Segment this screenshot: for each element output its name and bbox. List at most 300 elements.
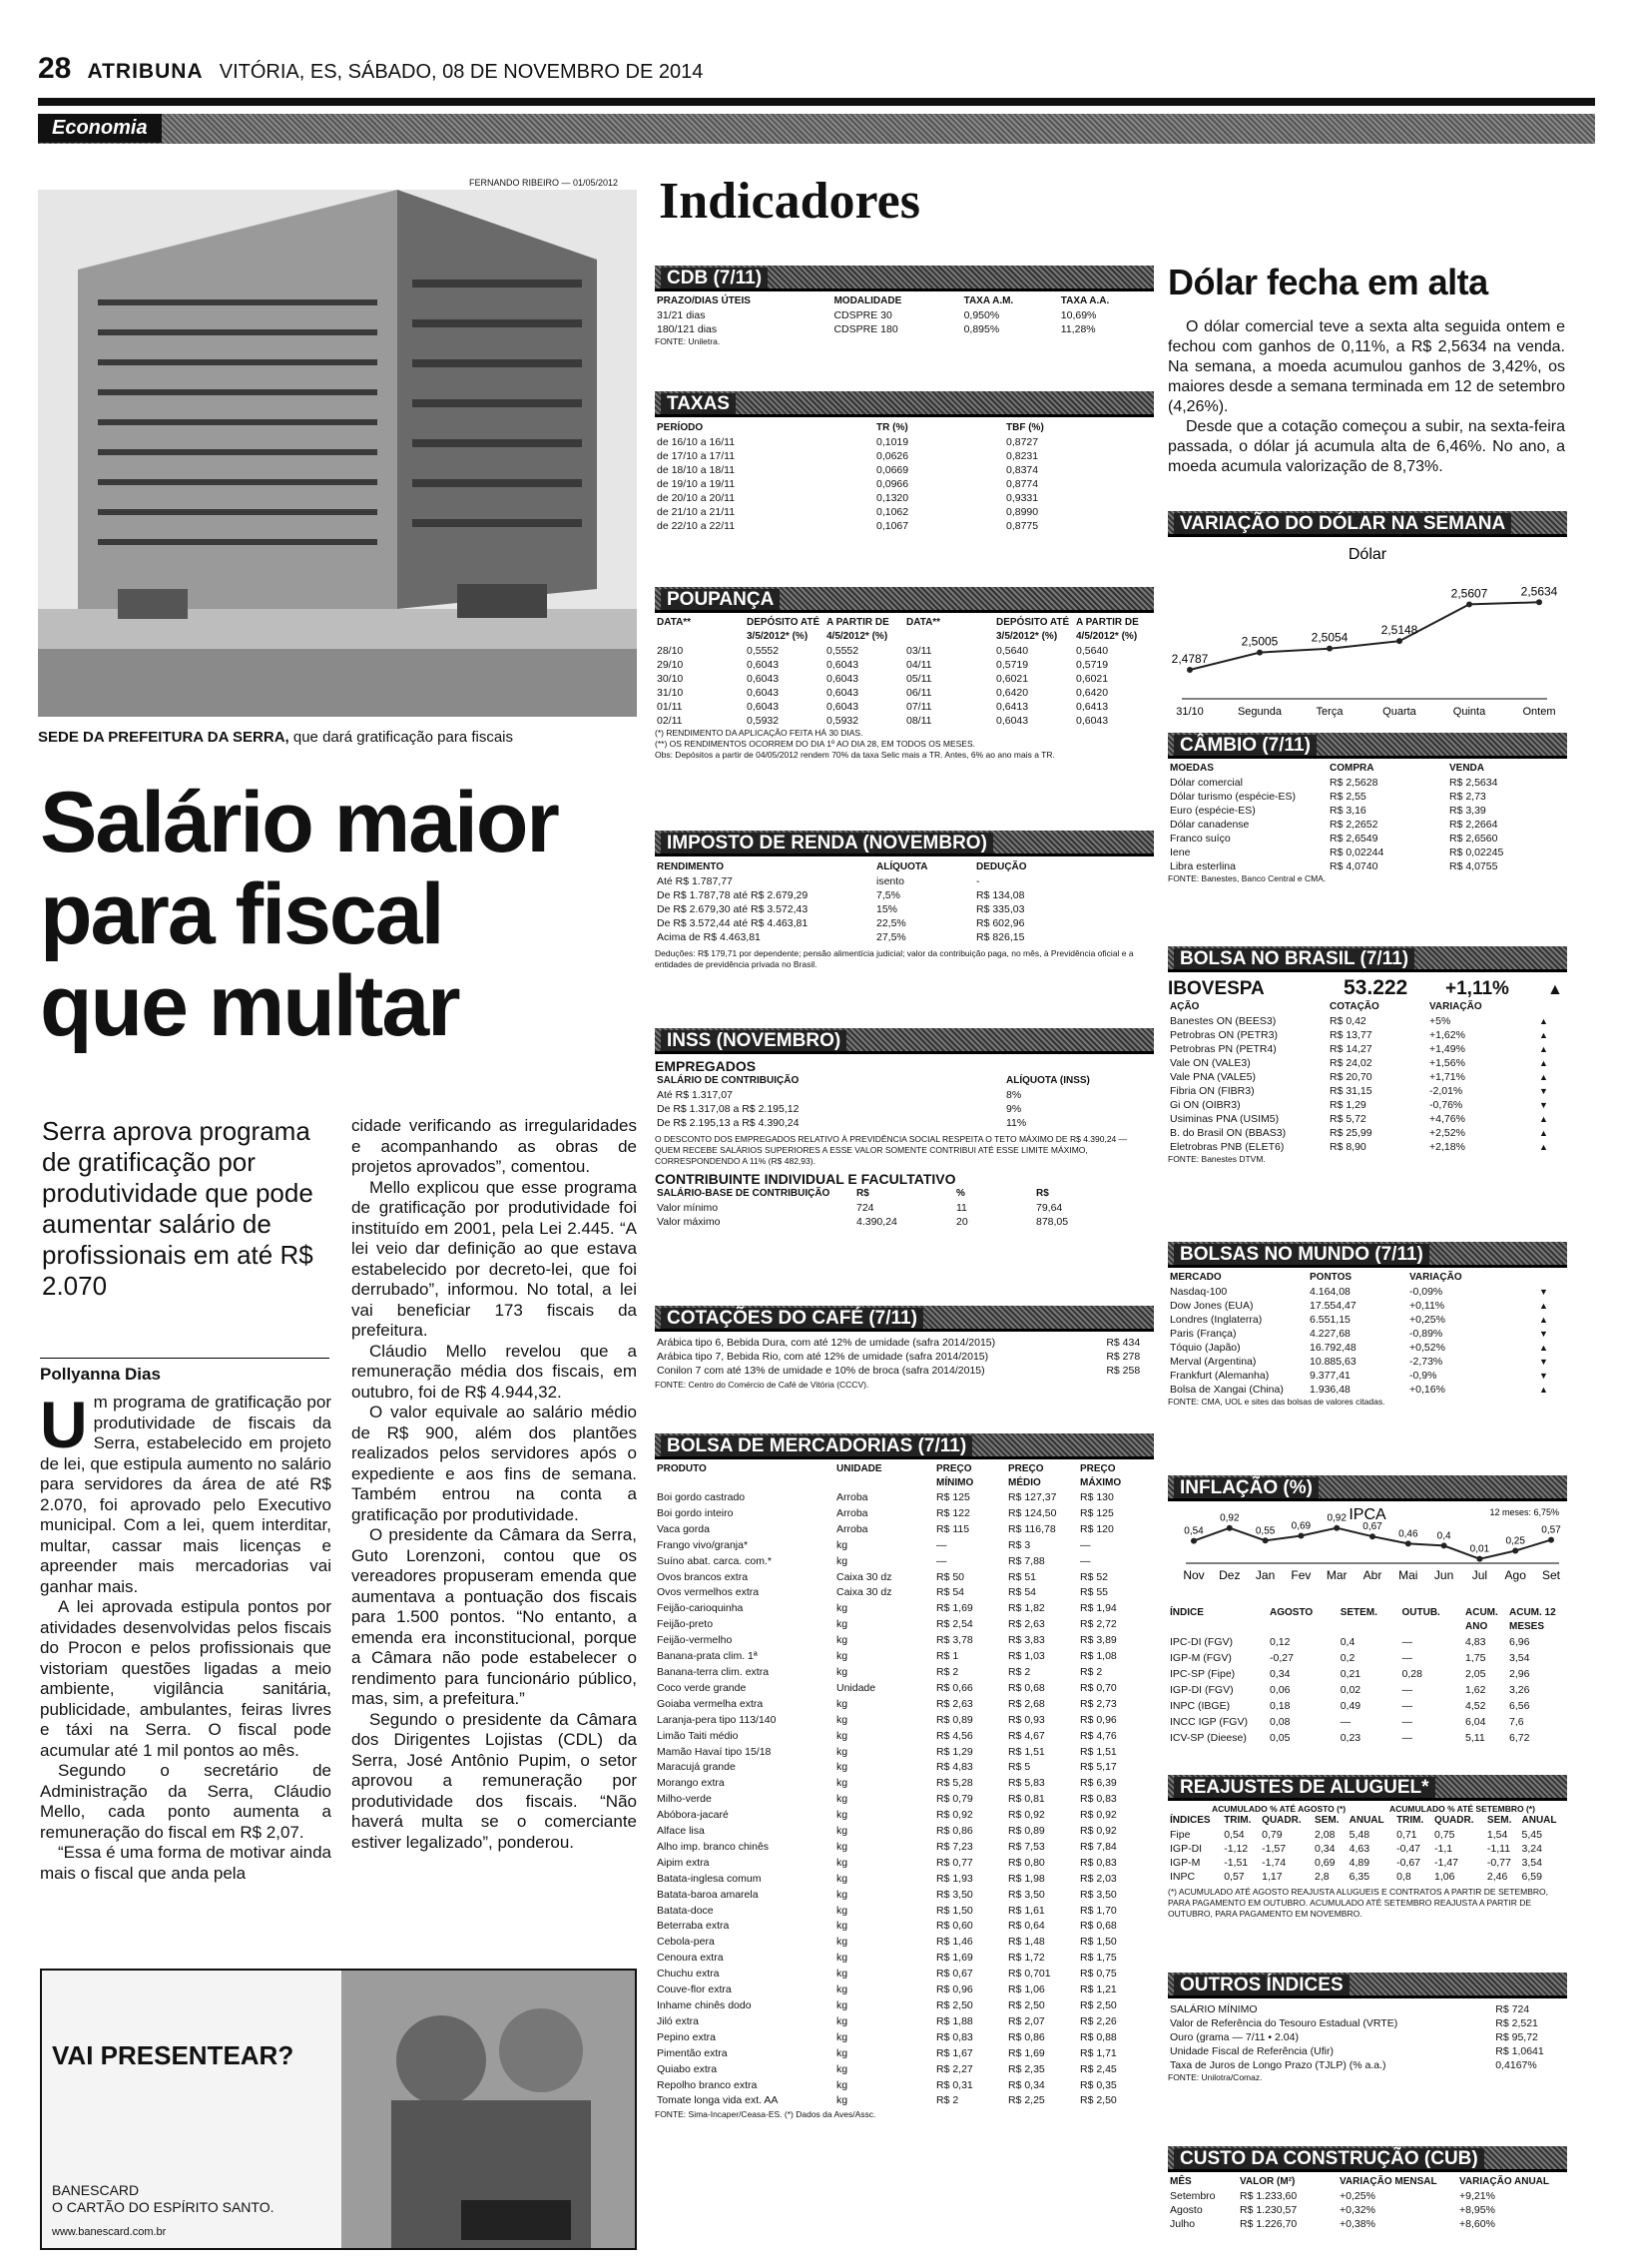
- table-cell: -1,1: [1434, 1843, 1453, 1855]
- ad-slogan: VAI PRESENTEAR?: [52, 2040, 294, 2070]
- data-label: 2,4787: [1171, 652, 1209, 667]
- column-header: PONTOS: [1310, 1272, 1353, 1283]
- inss-contribuinte: CONTRIBUINTE INDIVIDUAL E FACULTATIVO: [655, 1171, 956, 1187]
- table-cell: 31/10: [657, 687, 684, 699]
- table-header: [655, 616, 1154, 644]
- x-tick-label: Jan: [1255, 1568, 1276, 1582]
- table-row: [655, 1919, 1154, 1935]
- cub-box: [1168, 2146, 1567, 2231]
- banescard-ad: [40, 1969, 637, 2250]
- table-cell: 0,0966: [876, 478, 909, 490]
- table-cell: R$ 1,29: [936, 1745, 973, 1758]
- table-row: [1168, 2217, 1567, 2231]
- table-cell: 0,6021: [996, 673, 1029, 685]
- bolsa-br-table: [1168, 1000, 1567, 1154]
- table-cell: CDSPRE 180: [833, 323, 898, 335]
- table-row: [1168, 1730, 1567, 1746]
- table-row: [1168, 1383, 1567, 1397]
- table-cell: 0,8727: [1006, 436, 1039, 448]
- table-cell: kg: [836, 1729, 848, 1742]
- table-cell: 0,1320: [876, 492, 909, 504]
- table-cell: 0,6043: [996, 715, 1029, 727]
- table-cell: R$ 134,08: [976, 889, 1025, 901]
- column-header: ÍNDICES: [1170, 1815, 1211, 1826]
- table-cell: R$ 0,42: [1330, 1015, 1366, 1027]
- cdb-table: [655, 294, 1154, 336]
- data-label: 0,54: [1184, 1525, 1204, 1537]
- table-row: [655, 505, 1154, 519]
- table-cell: +0,11%: [1409, 1300, 1445, 1312]
- paragraph: Mello explicou que esse programa de gratificação por produtividade foi instituído em 2001, pela Lei 2.445. “A lei veio dar definição ao que estava estabelecido por decreto-lei, que foi derrubado”, informou. No total, a lei vai beneficiar 173 fiscais da prefeitura.: [351, 1177, 637, 1340]
- table-cell: 4,52: [1465, 1700, 1486, 1712]
- table-row: [1168, 776, 1567, 790]
- table-row: [655, 308, 1154, 322]
- table-cell: IGP-M: [1170, 1857, 1201, 1869]
- table-cell: Chuchu extra: [657, 1968, 720, 1981]
- table-cell: 0,5640: [1076, 645, 1109, 657]
- table-cell: -2,01%: [1429, 1085, 1463, 1097]
- table-cell: -0,09%: [1409, 1286, 1443, 1298]
- table-cell: R$ 0,92: [936, 1809, 973, 1822]
- ibovespa-variation: +1,11%: [1445, 978, 1509, 999]
- table-cell: 0,8774: [1006, 478, 1039, 490]
- table-cell: 0,49: [1340, 1700, 1361, 1712]
- table-cell: 4,89: [1349, 1857, 1370, 1869]
- table-row: [655, 1201, 1154, 1215]
- table-header: [1168, 1000, 1567, 1014]
- headline-line-3: que multar: [40, 958, 459, 1054]
- ibovespa-label: IBOVESPA: [1168, 978, 1265, 999]
- table-cell: -1,51: [1224, 1857, 1249, 1869]
- inflacao-title-text: INFLAÇÃO (%): [1174, 1477, 1319, 1498]
- inflacao-table: [1168, 1606, 1567, 1746]
- table-cell: 28/10: [657, 645, 684, 657]
- aluguel-table: [1168, 1814, 1567, 1884]
- table-row: [655, 2078, 1154, 2094]
- column-header: R$: [856, 1188, 869, 1199]
- table-cell: R$ 1,88: [936, 2014, 973, 2027]
- table-cell: R$ 1,46: [936, 1936, 973, 1949]
- column-header: SALÁRIO DE CONTRIBUIÇÃO: [657, 1075, 800, 1086]
- table-cell: —: [1401, 1684, 1412, 1696]
- table-cell: R$ 2,73: [1080, 1697, 1117, 1710]
- ir-table: [655, 860, 1154, 944]
- table-cell: 20: [956, 1216, 968, 1228]
- ipca-line-chart: [1168, 1501, 1567, 1601]
- table-cell: +0,25%: [1340, 2190, 1375, 2202]
- table-cell: 11: [956, 1202, 967, 1214]
- table-row: [1168, 1355, 1567, 1369]
- data-point: [1405, 1540, 1411, 1546]
- table-cell: +2,52%: [1429, 1127, 1465, 1139]
- table-cell: kg: [836, 1538, 848, 1551]
- column-header: PRAZO/DIAS ÚTEIS: [657, 295, 751, 306]
- column-header: VARIAÇÃO: [1429, 1001, 1482, 1012]
- table-cell: 7,5%: [876, 889, 900, 901]
- table-cell: -1,74: [1262, 1857, 1287, 1869]
- table-cell: 0,9331: [1006, 492, 1039, 504]
- dolar-chart-title-text: VARIAÇÃO DO DÓLAR NA SEMANA: [1174, 513, 1511, 534]
- table-cell: Banana-prata clim. 1ª: [657, 1650, 758, 1663]
- table-cell: Mamão Havaí tipo 15/18: [657, 1745, 772, 1758]
- column-header: ÍNDICE: [1170, 1607, 1204, 1618]
- data-point: [1396, 638, 1402, 644]
- table-cell: Ovos vermelhos extra: [657, 1586, 760, 1599]
- table-cell: 6,35: [1349, 1871, 1370, 1883]
- cambio-source: FONTE: Banestes, Banco Central e CMA.: [1168, 873, 1327, 883]
- table-cell: Batata-doce: [657, 1904, 714, 1917]
- table-cell: 0,1067: [876, 520, 909, 532]
- table-cell: 4.227,68: [1310, 1328, 1351, 1340]
- table-cell: De R$ 2.195,13 a R$ 4.390,24: [657, 1117, 800, 1129]
- table-row: [655, 1116, 1154, 1130]
- table-cell: R$ 0,79: [936, 1793, 973, 1806]
- table-header: [655, 294, 1154, 308]
- x-tick-label: 31/10: [1176, 706, 1204, 718]
- table-cell: Arroba: [836, 1506, 868, 1519]
- table-cell: R$ 1.230,57: [1240, 2204, 1298, 2216]
- table-cell: Repolho branco extra: [657, 2078, 758, 2091]
- table-row: [1168, 1084, 1567, 1098]
- data-label: 0,4: [1436, 1530, 1451, 1542]
- cafe-source: FONTE: Centro do Comércio de Café de Vitória (CCCV).: [655, 1380, 869, 1390]
- table-cell: R$ 3,50: [1008, 1888, 1045, 1901]
- dolar-chart-title: [1168, 511, 1567, 537]
- table-cell: Coco verde grande: [657, 1681, 747, 1694]
- data-point: [1227, 1525, 1233, 1531]
- data-point: [1334, 1525, 1340, 1531]
- table-cell: kg: [836, 1697, 848, 1710]
- table-cell: 1,62: [1465, 1684, 1486, 1696]
- table-cell: Alho imp. branco chinês: [657, 1840, 770, 1853]
- inss-empregados: EMPREGADOS: [655, 1058, 757, 1074]
- column-header: MÊS: [1170, 2176, 1192, 2187]
- table-cell: -1,12: [1224, 1843, 1249, 1855]
- table-cell: Dólar turismo (espécie-ES): [1170, 791, 1297, 803]
- table-cell: Frango vivo/granja*: [657, 1538, 749, 1551]
- column-header: DATA**: [657, 617, 692, 628]
- table-cell: 6,56: [1509, 1700, 1530, 1712]
- building-illustration: [38, 190, 637, 717]
- column-header: VARIAÇÃO ANUAL: [1459, 2176, 1549, 2187]
- table-cell: 30/10: [657, 673, 684, 685]
- table-cell: 4,83: [1465, 1636, 1486, 1648]
- table-cell: 0,8: [1396, 1871, 1411, 1883]
- table-cell: R$ 2,07: [1008, 2014, 1045, 2027]
- table-cell: 4.390,24: [856, 1216, 897, 1228]
- x-tick-label: Abr: [1362, 1568, 1382, 1582]
- caption-bold: SEDE DA PREFEITURA DA SERRA,: [38, 729, 289, 746]
- table-row: [655, 519, 1154, 533]
- table-cell: R$ 7,84: [1080, 1840, 1117, 1853]
- column-header: QUADR.: [1262, 1815, 1302, 1826]
- cafe-box: [655, 1306, 1154, 1391]
- table-row: [655, 1745, 1154, 1761]
- column-header: VARIAÇÃO MENSAL: [1340, 2176, 1437, 2187]
- table-cell: kg: [836, 1618, 848, 1631]
- poupanca-note: (*) RENDIMENTO DA APLICAÇÃO FEITA HÁ 30 DIAS.: [655, 728, 863, 738]
- table-cell: kg: [836, 1984, 848, 1996]
- table-row: [655, 1792, 1154, 1808]
- table-row: [655, 1888, 1154, 1904]
- arrow-up-icon: ▲: [1539, 1058, 1548, 1068]
- table-cell: Inhame chinês dodo: [657, 1999, 752, 2011]
- table-cell: Feijão-vermelho: [657, 1634, 733, 1647]
- table-cell: kg: [836, 1968, 848, 1981]
- column-header: DEPÓSITO ATÉ 3/5/2012* (%): [996, 617, 1070, 642]
- table-cell: Arroba: [836, 1522, 868, 1535]
- x-tick-label: Dez: [1219, 1568, 1241, 1582]
- table-cell: R$ 1,0641: [1495, 2045, 1544, 2057]
- table-row: [655, 902, 1154, 916]
- data-label: 0,92: [1327, 1512, 1347, 1524]
- column-header: TAXA A.A.: [1060, 295, 1110, 306]
- table-cell: 0,6043: [747, 701, 780, 713]
- data-point: [1512, 1548, 1518, 1554]
- table-cell: R$ 0,86: [936, 1825, 973, 1838]
- caption-text: que dará gratificação para fiscais: [288, 729, 513, 746]
- column-header: SEM.: [1486, 1815, 1512, 1826]
- table-header: [1168, 1271, 1567, 1285]
- table-cell: Vale ON (VALE3): [1170, 1057, 1251, 1069]
- column-header: UNIDADE: [836, 1463, 882, 1474]
- table-cell: Valor de Referência do Tesouro Estadual (VRTE): [1170, 2017, 1398, 2029]
- table-cell: Dow Jones (EUA): [1170, 1300, 1254, 1312]
- table-cell: 0,6043: [747, 687, 780, 699]
- table-row: [655, 1506, 1154, 1522]
- table-cell: R$ 0,02244: [1330, 847, 1384, 858]
- cafe-title-text: COTAÇÕES DO CAFÉ (7/11): [661, 1308, 923, 1329]
- paragraph: Desde que a cotação começou a subir, na sexta-feira passada, o dólar já acumula alta de 6,46%. No ano, a moeda acumula valorização de 8,73%.: [1168, 418, 1565, 475]
- column-header: OUTUB.: [1401, 1607, 1440, 1618]
- table-cell: Caixa 30 dz: [836, 1570, 892, 1583]
- headline: [40, 777, 639, 1052]
- table-cell: INCC IGP (FGV): [1170, 1716, 1248, 1728]
- column-header: %: [956, 1188, 965, 1199]
- table-cell: IGP-DI (FGV): [1170, 1684, 1234, 1696]
- table-row: [1168, 1714, 1567, 1730]
- table-row: [1168, 2016, 1567, 2030]
- table-cell: R$ 8,90: [1330, 1141, 1366, 1153]
- table-cell: Couve-flor extra: [657, 1984, 732, 1996]
- table-cell: R$ 1,06: [1008, 1984, 1045, 1996]
- table-cell: 0,1062: [876, 506, 909, 518]
- table-cell: 180/121 dias: [657, 323, 718, 335]
- table-cell: —: [936, 1554, 947, 1567]
- x-tick-label: Jun: [1433, 1568, 1454, 1582]
- table-cell: Suíno abat. carca. com.*: [657, 1554, 772, 1567]
- table-cell: 0,5640: [996, 645, 1029, 657]
- table-cell: R$ 0,92: [1080, 1809, 1117, 1822]
- table-cell: -0,27: [1270, 1652, 1294, 1664]
- x-tick-label: Mar: [1326, 1568, 1348, 1582]
- table-cell: isento: [876, 875, 905, 887]
- column-header: ALÍQUOTA: [876, 861, 928, 872]
- taxas-box: [655, 391, 1154, 533]
- table-row: [655, 1951, 1154, 1967]
- table-header: [1168, 2175, 1567, 2189]
- x-tick-label: Mai: [1398, 1568, 1418, 1582]
- table-cell: 0,28: [1401, 1668, 1422, 1680]
- x-tick-label: Quarta: [1382, 706, 1416, 718]
- table-row: [1168, 1313, 1567, 1327]
- column-header: AGOSTO: [1270, 1607, 1314, 1618]
- table-cell: 07/11: [906, 701, 932, 713]
- table-cell: R$ 2,6560: [1449, 833, 1498, 845]
- table-row: [1168, 1140, 1567, 1154]
- table-cell: —: [1340, 1716, 1352, 1728]
- table-row: [1168, 1126, 1567, 1140]
- table-cell: -0,9%: [1409, 1370, 1437, 1382]
- column-header: DEDUÇÃO: [976, 861, 1027, 872]
- table-cell: R$ 1,48: [1008, 1936, 1045, 1949]
- column-header: TR (%): [876, 422, 908, 433]
- table-cell: 02/11: [657, 715, 683, 727]
- data-label: 0,55: [1255, 1525, 1276, 1537]
- table-cell: +0,52%: [1409, 1342, 1445, 1354]
- table-cell: R$ 31,15: [1330, 1085, 1372, 1097]
- table-cell: de 22/10 a 22/11: [657, 520, 736, 532]
- dropcap: U: [40, 1388, 88, 1461]
- paragraph: “Essa é uma forma de motivar ainda mais o fiscal que anda pela: [40, 1843, 332, 1883]
- table-cell: R$ 3,78: [936, 1634, 973, 1647]
- table-cell: R$ 120: [1080, 1522, 1114, 1535]
- table-cell: R$ 0,96: [936, 1984, 973, 1996]
- table-row: [655, 930, 1154, 944]
- table-cell: R$ 1,75: [1080, 1952, 1117, 1965]
- table-row: [655, 1665, 1154, 1681]
- table-cell: 9.377,41: [1310, 1370, 1351, 1382]
- table-cell: 0,5552: [826, 645, 859, 657]
- table-row: [655, 686, 1154, 700]
- table-row: [655, 322, 1154, 336]
- table-cell: Laranja-pera tipo 113/140: [657, 1713, 777, 1726]
- table-row: [1168, 1666, 1567, 1682]
- table-cell: R$ 1,29: [1330, 1099, 1366, 1111]
- table-cell: de 18/10 a 18/11: [657, 464, 736, 476]
- table-row: [1168, 1285, 1567, 1299]
- table-row: [1168, 1028, 1567, 1042]
- cub-title-text: CUSTO DA CONSTRUÇÃO (CUB): [1174, 2148, 1484, 2169]
- table-cell: R$ 2,50: [1080, 2094, 1117, 2107]
- table-cell: +9,21%: [1459, 2190, 1495, 2202]
- table-cell: Milho-verde: [657, 1793, 712, 1806]
- inss-table-2: [655, 1187, 1154, 1229]
- mercadorias-title: [655, 1433, 1154, 1459]
- table-cell: INPC: [1170, 1871, 1196, 1883]
- table-cell: 0,8775: [1006, 520, 1039, 532]
- column-header: ANUAL: [1521, 1815, 1557, 1826]
- table-cell: 0,6043: [747, 673, 780, 685]
- table-cell: —: [1401, 1700, 1412, 1712]
- table-row: [1168, 1842, 1567, 1856]
- table-cell: de 20/10 a 20/11: [657, 492, 736, 504]
- table-cell: R$ 3,83: [1008, 1634, 1045, 1647]
- table-cell: Feijão-preto: [657, 1618, 714, 1631]
- table-cell: 0,950%: [963, 309, 1000, 321]
- table-cell: —: [1401, 1652, 1412, 1664]
- table-row: [1168, 1299, 1567, 1313]
- chart-subtitle: Dólar: [1348, 546, 1387, 563]
- table-cell: Valor mínimo: [657, 1202, 719, 1214]
- table-cell: R$ 1,51: [1080, 1745, 1117, 1758]
- table-cell: 0,0669: [876, 464, 909, 476]
- table-cell: +5%: [1429, 1015, 1451, 1027]
- table-cell: 3,54: [1509, 1652, 1530, 1664]
- x-tick-label: Terça: [1316, 706, 1344, 718]
- table-cell: Euro (espécie-ES): [1170, 805, 1256, 817]
- data-point: [1441, 1542, 1447, 1548]
- arrow-down-icon: ▼: [1539, 1357, 1548, 1367]
- ir-title: [655, 831, 1154, 856]
- table-cell: R$ 0,02245: [1449, 847, 1504, 858]
- table-cell: Vaca gorda: [657, 1522, 710, 1535]
- table-cell: De R$ 2.679,30 até R$ 3.572,43: [657, 903, 809, 915]
- table-cell: Jiló extra: [657, 2014, 700, 2027]
- table-cell: R$ 13,77: [1330, 1029, 1372, 1041]
- column-header: MODALIDADE: [833, 295, 902, 306]
- table-row: [655, 1215, 1154, 1229]
- aluguel-groups: [1168, 1804, 1567, 1814]
- table-cell: R$ 14,27: [1330, 1043, 1372, 1055]
- table-row: [655, 1617, 1154, 1633]
- table-cell: R$ 55: [1080, 1586, 1109, 1599]
- table-row: [655, 644, 1154, 658]
- arrow-up-icon: ▲: [1539, 1315, 1548, 1325]
- table-cell: R$ 0,86: [1008, 2030, 1045, 2043]
- table-cell: R$ 2,45: [1080, 2062, 1117, 2075]
- table-cell: R$ 1.233,60: [1240, 2190, 1298, 2202]
- building-photo: [38, 190, 637, 717]
- table-row: [1168, 1056, 1567, 1070]
- poupanca-note: Obs: Depósitos a partir de 04/05/2012 rendem 70% da taxa Selic mais a TR. Antes, 6% ao ano mais a TR.: [655, 750, 1055, 760]
- table-row: [655, 1336, 1154, 1350]
- table-cell: 0,5552: [747, 645, 780, 657]
- table-cell: SALÁRIO MÍNIMO: [1170, 2003, 1258, 2015]
- column-header: VARIAÇÃO: [1409, 1272, 1462, 1283]
- table-cell: +8,60%: [1459, 2218, 1495, 2230]
- table-cell: R$ 2,63: [1008, 1618, 1045, 1631]
- column-header: PREÇO MÍNIMO: [936, 1463, 974, 1488]
- table-cell: kg: [836, 1809, 848, 1822]
- table-cell: R$ 3,89: [1080, 1634, 1117, 1647]
- table-cell: R$ 5,28: [936, 1777, 973, 1790]
- table-cell: R$ 95,72: [1495, 2031, 1538, 2043]
- table-row: [655, 2062, 1154, 2078]
- table-cell: 0,6021: [1076, 673, 1109, 685]
- table-cell: 0,6420: [996, 687, 1029, 699]
- table-cell: 0,8231: [1006, 450, 1039, 462]
- table-cell: Aipim extra: [657, 1856, 710, 1869]
- poupanca-table: [655, 616, 1154, 728]
- table-cell: R$ 278: [1106, 1351, 1141, 1363]
- table-row: [655, 1967, 1154, 1983]
- data-label: 2,5054: [1311, 630, 1349, 645]
- table-header: [655, 1187, 1154, 1201]
- table-cell: Até R$ 1.317,07: [657, 1089, 733, 1101]
- table-cell: R$ 0,89: [1008, 1825, 1045, 1838]
- table-cell: Setembro: [1170, 2190, 1216, 2202]
- table-cell: kg: [836, 1713, 848, 1726]
- table-cell: R$ 2,72: [1080, 1618, 1117, 1631]
- table-header: [655, 1462, 1154, 1490]
- column-header: COTAÇÃO: [1330, 1001, 1379, 1012]
- inss-title: [655, 1028, 1154, 1054]
- table-cell: 0,8374: [1006, 464, 1039, 476]
- data-label: 0,57: [1541, 1524, 1561, 1536]
- table-cell: Dólar comercial: [1170, 777, 1243, 789]
- data-label: 0,46: [1398, 1528, 1418, 1540]
